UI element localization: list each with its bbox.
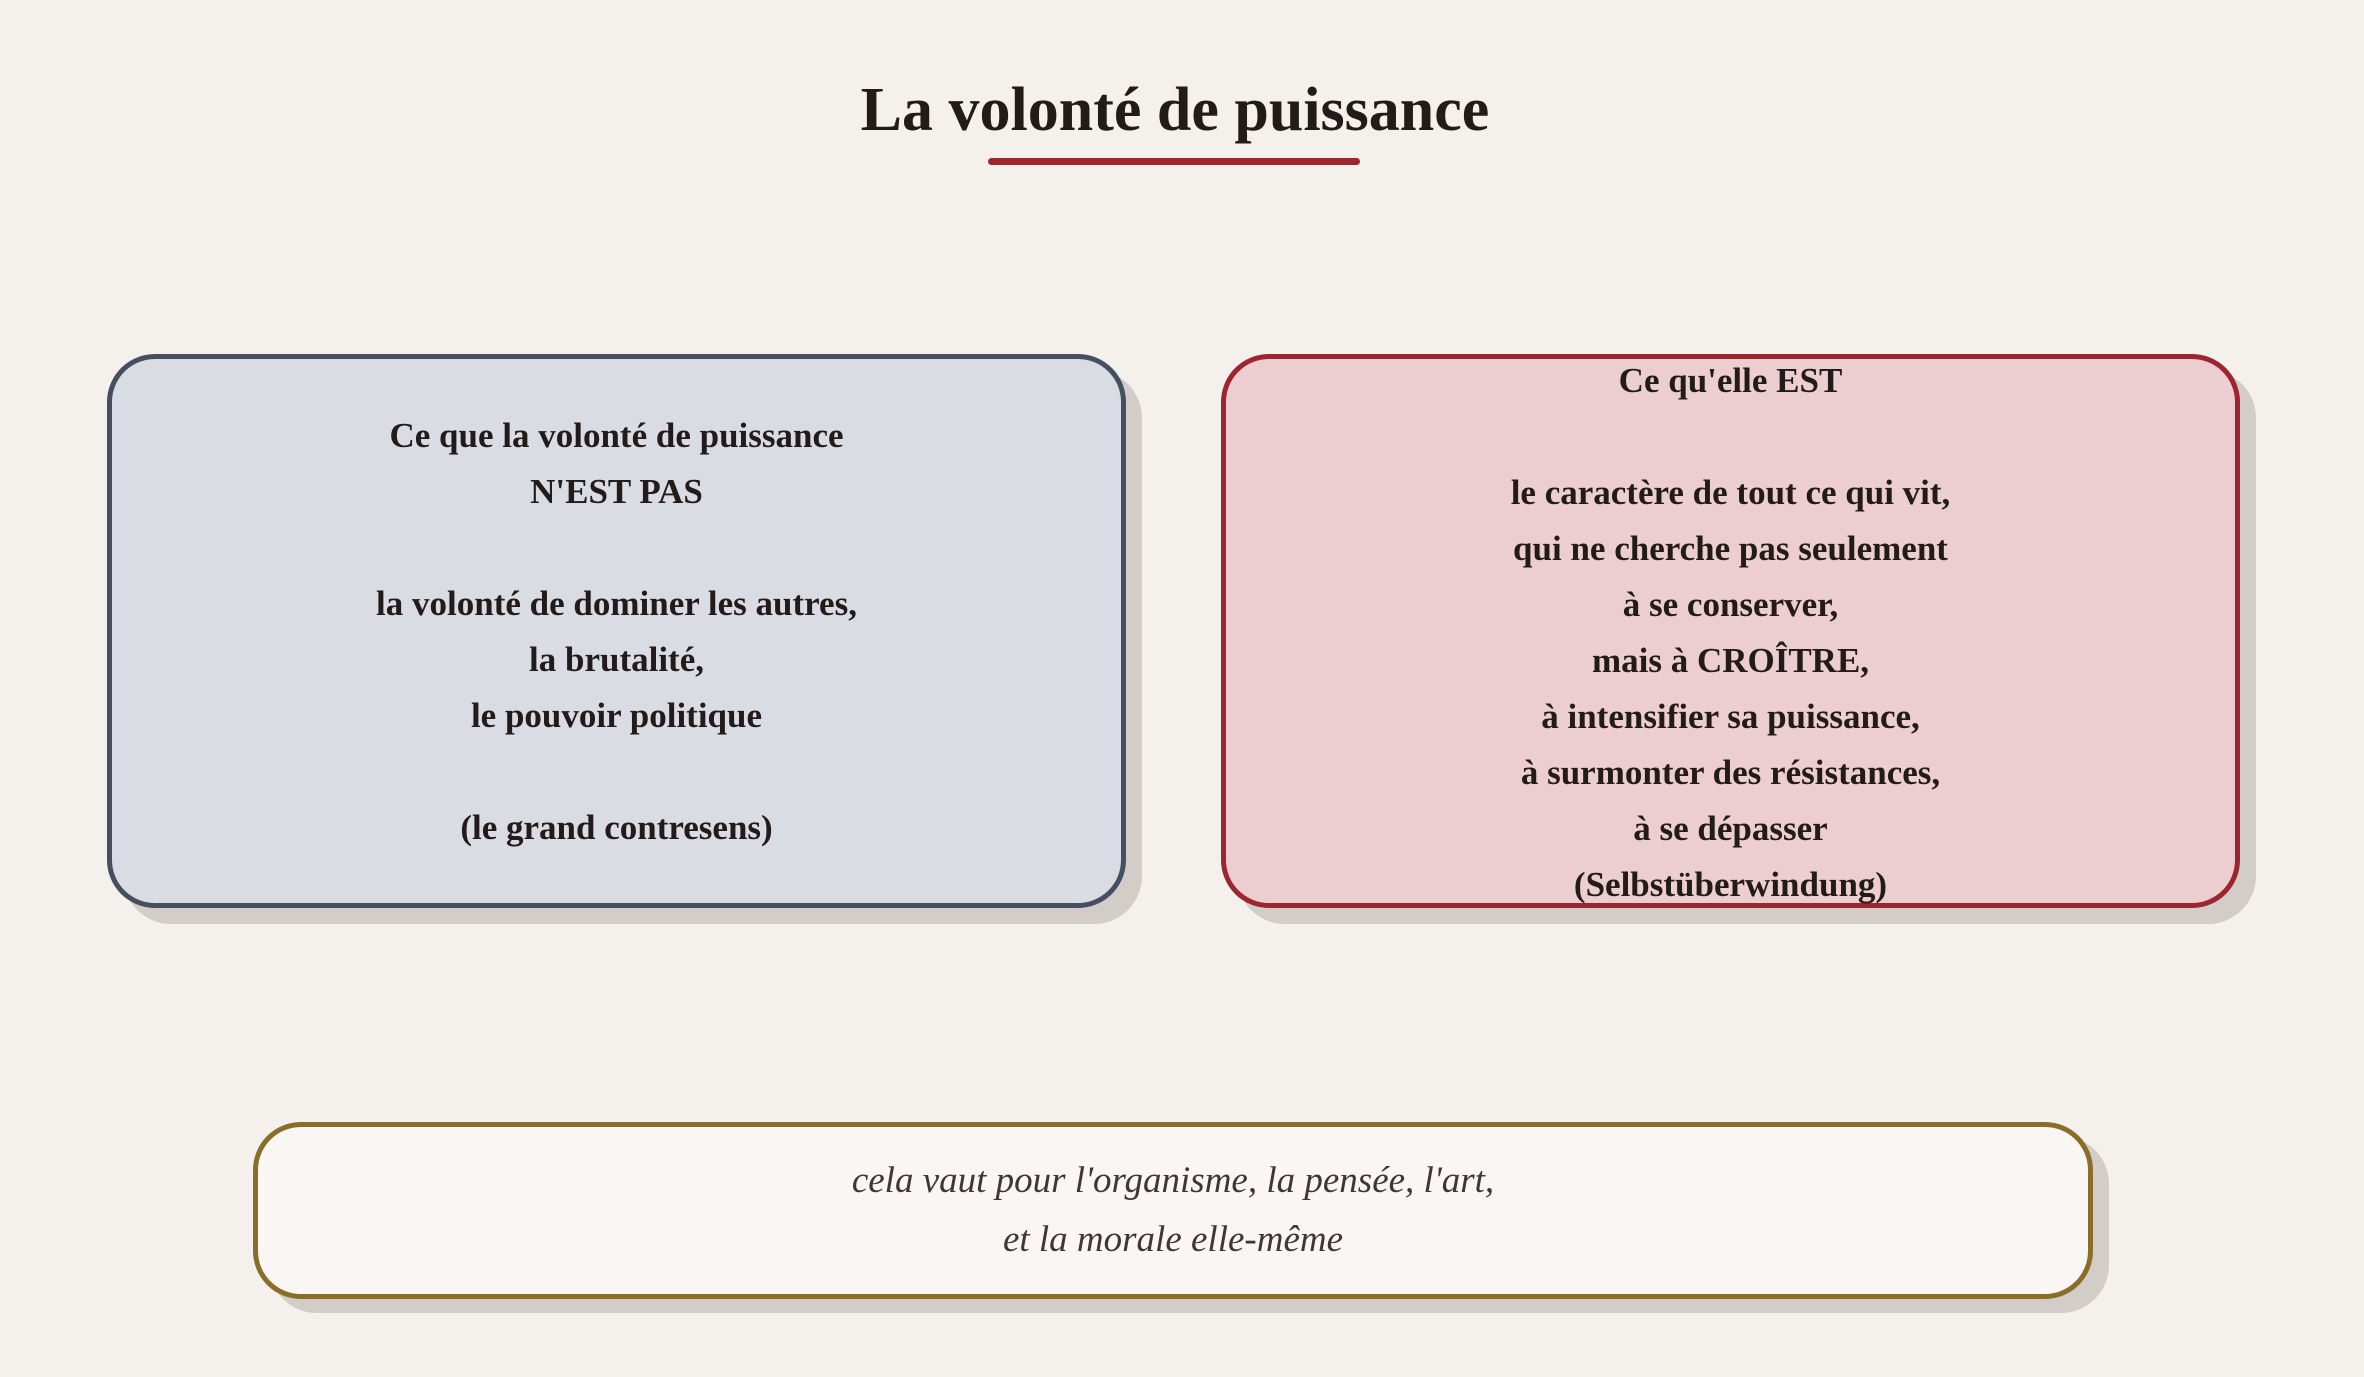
diagram-title: La volonté de puissance xyxy=(860,76,1490,144)
negative-definition-box xyxy=(107,354,1126,908)
positive-line: (Selbstüberwindung) xyxy=(1573,865,1888,904)
negative-line xyxy=(112,520,1121,576)
note-line: cela vaut pour l'organisme, la pensée, l'art, xyxy=(851,1160,1495,1201)
positive-line: le caractère de tout ce qui vit, xyxy=(1510,473,1951,512)
positive-definition-text xyxy=(1226,353,2235,913)
negative-line: le pouvoir politique xyxy=(470,696,763,735)
positive-line: à se dépasser xyxy=(1633,809,1828,848)
positive-line: qui ne cherche pas seulement xyxy=(1513,529,1948,568)
positive-line: à se conserver, xyxy=(1622,585,1839,624)
positive-line xyxy=(1226,409,2235,465)
title-underline xyxy=(988,158,1360,165)
negative-line: (le grand contresens) xyxy=(460,808,773,847)
positive-line: à intensifier sa puissance, xyxy=(1541,697,1920,736)
positive-line: Ce qu'elle EST xyxy=(1618,361,1843,400)
negative-line xyxy=(112,744,1121,800)
negative-line: Ce que la volonté de puissance xyxy=(389,416,844,455)
negative-line: la brutalité, xyxy=(529,640,704,679)
negative-line: la volonté de dominer les autres, xyxy=(376,584,857,623)
positive-line: mais à CROÎTRE, xyxy=(1591,641,1870,680)
negative-definition-text xyxy=(112,408,1121,856)
scope-note-box xyxy=(253,1122,2093,1299)
note-line: et la morale elle-même xyxy=(1002,1219,1344,1260)
scope-note-text xyxy=(258,1151,2088,1269)
positive-line: à surmonter des résistances, xyxy=(1520,753,1941,792)
negative-line: N'EST PAS xyxy=(530,472,703,511)
positive-definition-box xyxy=(1221,354,2240,908)
